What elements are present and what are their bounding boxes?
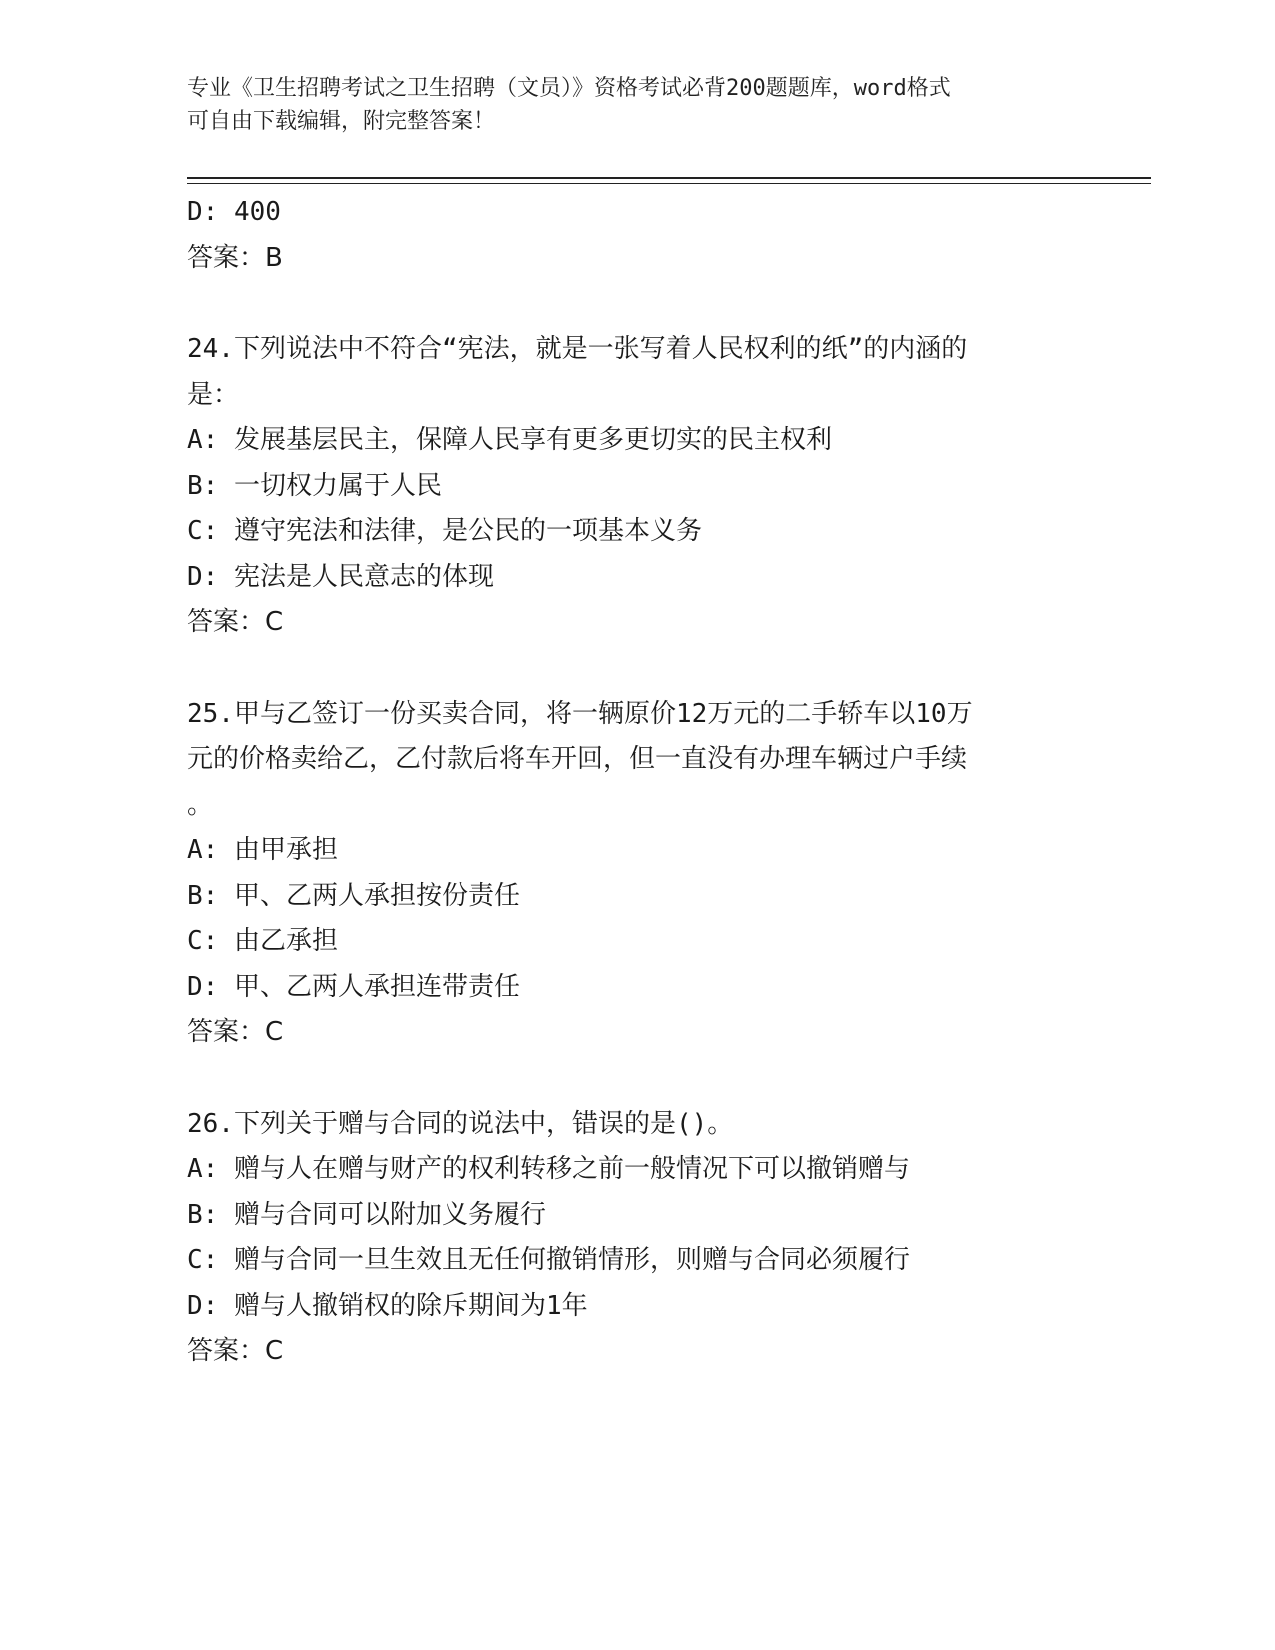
header-line-2: 可自由下载编辑，附完整答案！ bbox=[187, 109, 496, 134]
answer: 答案：C bbox=[187, 607, 284, 637]
page-header bbox=[187, 72, 1067, 138]
question-stem: 。 bbox=[187, 789, 214, 820]
header-line-1: 专业《卫生招聘考试之卫生招聘（文员）》资格考试必背200题题库，word格式 bbox=[187, 76, 951, 101]
question-24 bbox=[187, 327, 1087, 646]
option-b: B: 赠与合同可以附加义务履行 bbox=[187, 1199, 546, 1230]
option-a: A: 发展基层民主，保障人民享有更多更切实的民主权利 bbox=[187, 425, 832, 455]
header-divider-thick bbox=[187, 177, 1151, 179]
option-d: D: 400 bbox=[187, 197, 281, 227]
option-d: D: 甲、乙两人承担连带责任 bbox=[187, 971, 520, 1002]
option-b: B: 甲、乙两人承担按份责任 bbox=[187, 880, 520, 911]
question-list bbox=[187, 190, 1087, 1375]
option-a: A: 赠与人在赠与财产的权利转移之前一般情况下可以撤销赠与 bbox=[187, 1154, 910, 1184]
option-b: B: 一切权力属于人民 bbox=[187, 470, 442, 501]
question-26 bbox=[187, 1102, 1087, 1375]
option-c: C: 由乙承担 bbox=[187, 926, 338, 956]
option-d: D: 赠与人撤销权的除斥期间为1年 bbox=[187, 1290, 588, 1321]
prev-question-tail bbox=[187, 190, 1087, 281]
option-a: A: 由甲承担 bbox=[187, 835, 338, 865]
question-stem: 25.甲与乙签订一份买卖合同，将一辆原价12万元的二手轿车以10万 bbox=[187, 698, 973, 729]
answer: 答案：C bbox=[187, 1017, 284, 1047]
option-d: D: 宪法是人民意志的体现 bbox=[187, 561, 494, 592]
question-stem: 是： bbox=[187, 379, 240, 410]
question-stem: 26.下列关于赠与合同的说法中，错误的是()。 bbox=[187, 1108, 734, 1139]
question-stem: 元的价格卖给乙，乙付款后将车开回，但一直没有办理车辆过户手续 bbox=[187, 744, 968, 774]
option-c: C: 遵守宪法和法律，是公民的一项基本义务 bbox=[187, 516, 702, 546]
option-c: C: 赠与合同一旦生效且无任何撤销情形，则赠与合同必须履行 bbox=[187, 1245, 910, 1275]
answer: 答案：C bbox=[187, 1336, 284, 1366]
answer: 答案：B bbox=[187, 242, 283, 273]
question-25 bbox=[187, 692, 1087, 1056]
question-stem: 24.下列说法中不符合“宪法，就是一张写着人民权利的纸”的内涵的 bbox=[187, 334, 968, 364]
header-divider-thin bbox=[187, 183, 1151, 184]
